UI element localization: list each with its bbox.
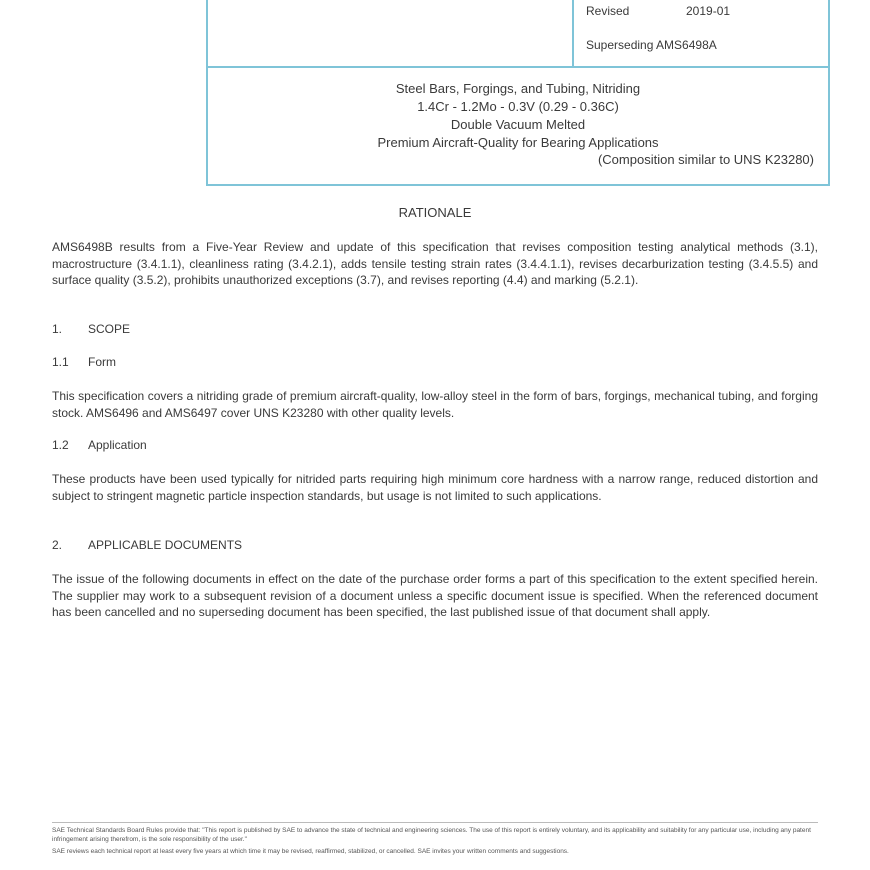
application-text: These products have been used typically for nitrided parts requiring high minimum core hardness with a narrow range, reduced distortion and subject to stringent magnetic particle inspection standards, but usage is not limited to such applications. (52, 472, 818, 503)
section-number: 2. (52, 538, 63, 552)
title-line-3: Double Vacuum Melted (450, 117, 586, 132)
revised-label: Revised (586, 4, 630, 18)
rationale-text: AMS6498B results from a Five-Year Review and update of this specification that revises composition testing analytical methods (3.1), macrostructure (3.4.1.1), cleanliness rating (3.4.2.1), adds tensile testing strain rates (3.4.4.1.1), revises decarburization testing (3.4.5.5) and surface quality (3.5.2), prohibits unauthorized exceptions (3.7), and revises reporting (4.4) and marking (5.2.1). (52, 240, 818, 287)
title-line-2: 1.4Cr - 1.2Mo - 0.3V (0.29 - 0.36C) (417, 99, 619, 114)
section-applicable-documents-heading (52, 538, 242, 552)
revised-date: 2019-01 (686, 4, 731, 18)
section-title: Application (88, 438, 147, 452)
section-number: 1.2 (52, 438, 69, 452)
header-info-row (208, 0, 828, 68)
footer-line-1: SAE Technical Standards Board Rules provide that: "This report is published by SAE to advance the state of technical and engineering sciences. The use of this report is entirely voluntary, and its applicability and suitability for any particular use, including any patent infringement arising therefrom, is the sole responsibility of the user." (52, 827, 811, 843)
document-header-box (206, 0, 830, 186)
rationale-heading: RATIONALE (398, 205, 472, 220)
section-form-heading (52, 355, 116, 369)
section-title: APPLICABLE DOCUMENTS (88, 538, 243, 552)
applicable-documents-text: The issue of the following documents in effect on the date of the purchase order forms a part of this specification to the extent specified herein. The supplier may work to a subsequent revision of a document unless a specific document issue is specified. When the referenced document has been cancelled and no superseding document has been specified, the last published issue of that document shall apply. (52, 572, 818, 619)
footer-line-2: SAE reviews each technical report at least every five years at which time it may be revised, reaffirmed, stabilized, or cancelled. SAE invites your written comments and suggestions. (52, 848, 569, 855)
composition-note: (Composition similar to UNS K23280) (597, 152, 814, 167)
document-title (208, 80, 828, 152)
title-line-4: Premium Aircraft-Quality for Bearing Applications (377, 135, 659, 150)
section-scope-heading (52, 322, 130, 336)
superseding-label: Superseding AMS6498A (586, 38, 717, 52)
section-number: 1.1 (52, 355, 69, 369)
section-application-heading (52, 438, 147, 452)
title-line-1: Steel Bars, Forgings, and Tubing, Nitriding (395, 81, 641, 96)
section-title: Form (88, 355, 116, 369)
page-footer (52, 822, 818, 861)
section-number: 1. (52, 322, 63, 336)
section-title: SCOPE (88, 322, 131, 336)
form-text: This specification covers a nitriding grade of premium aircraft-quality, low-alloy steel in the form of bars, forgings, mechanical tubing, and forging stock. AMS6496 and AMS6497 cover UNS K23280 with other quality levels. (52, 389, 818, 420)
header-divider (572, 0, 574, 66)
